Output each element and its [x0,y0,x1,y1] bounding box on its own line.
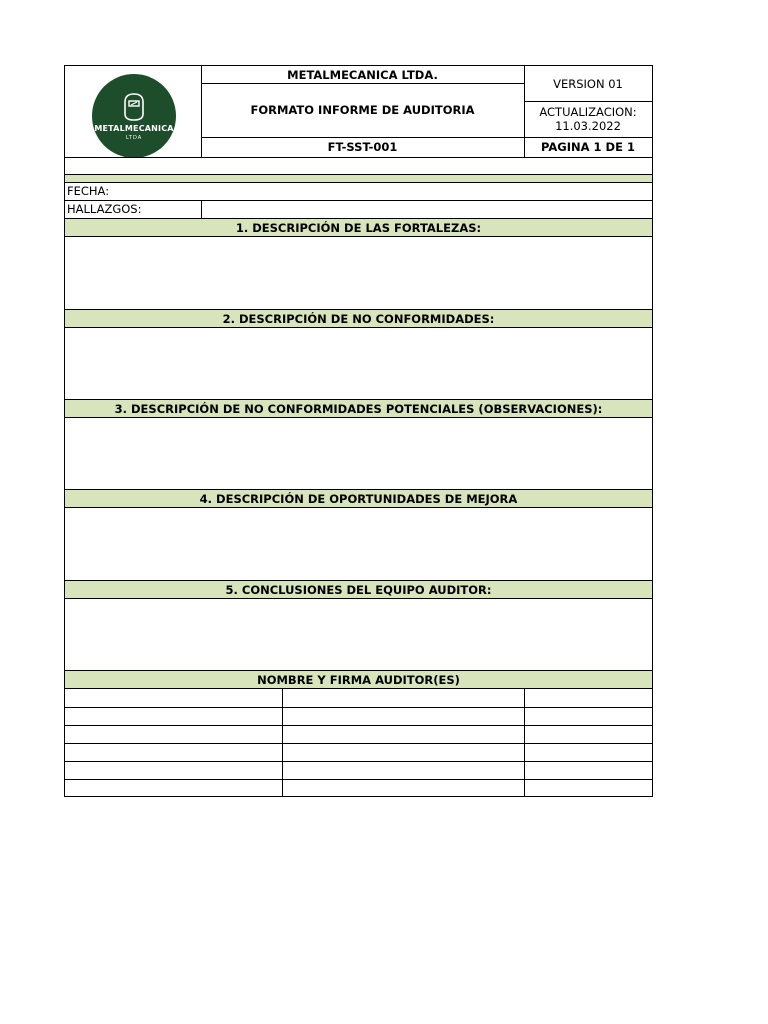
signature-header: NOMBRE Y FIRMA AUDITOR(ES) [65,670,652,689]
separator-band [65,174,652,183]
page-indicator: PAGINA 1 DE 1 [541,140,635,154]
document-title: FORMATO INFORME DE AUDITORIA [250,103,475,117]
company-logo [92,74,176,158]
section-4-header: 4. DESCRIPCIÓN DE OPORTUNIDADES DE MEJORA [65,489,652,508]
signature-name-cell[interactable] [65,689,282,707]
section-2-header: 2. DESCRIPCIÓN DE NO CONFORMIDADES: [65,309,652,328]
logo-subtitle: LTDA [125,134,143,141]
section-2-content[interactable] [65,328,652,399]
section-5-content[interactable] [65,599,652,670]
welding-mask-icon [121,92,147,122]
section-4-content[interactable] [65,508,652,580]
hallazgos-field[interactable] [202,201,652,218]
document-code: FT-SST-001 [327,140,398,154]
hallazgos-label: HALLAZGOS: [67,202,142,216]
section-1-content[interactable] [65,237,652,309]
company-name: METALMECANICA LTDA. [287,67,438,82]
signature-extra-cell[interactable] [525,689,652,707]
version-label: VERSION 01 [553,76,623,91]
fecha-field[interactable] [115,183,652,200]
section-5-header: 5. CONCLUSIONES DEL EQUIPO AUDITOR: [65,580,652,599]
fecha-label: FECHA: [67,184,110,198]
section-3-header: 3. DESCRIPCIÓN DE NO CONFORMIDADES POTENCIALES (OBSERVACIONES): [65,399,652,418]
logo-name: METALMECANICA [94,123,174,133]
section-3-content[interactable] [65,418,652,489]
update-label: ACTUALIZACION: [539,105,637,119]
section-1-header: 1. DESCRIPCIÓN DE LAS FORTALEZAS: [65,218,652,237]
signature-sign-cell[interactable] [283,689,524,707]
update-info [524,101,652,137]
audit-report-form [64,65,653,797]
update-date: 11.03.2022 [555,119,621,133]
